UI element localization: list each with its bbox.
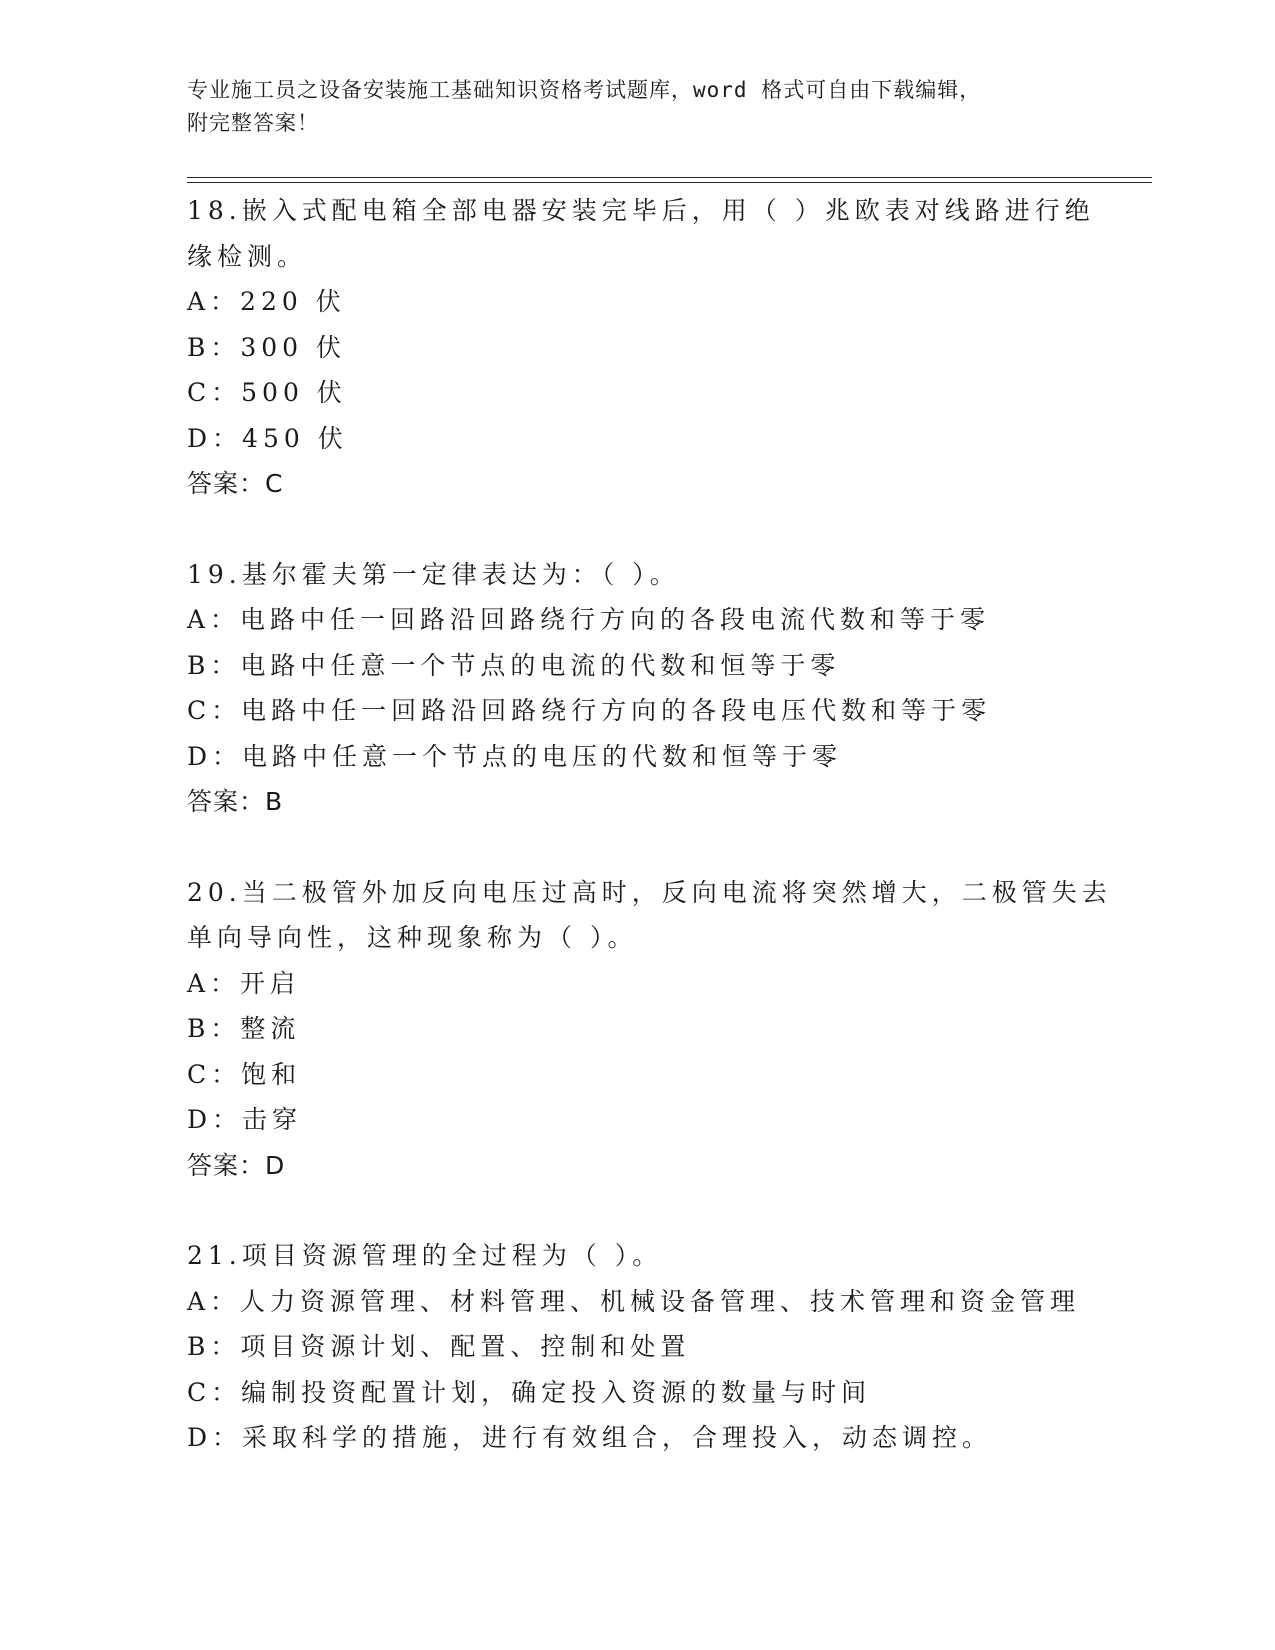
answer-option: D：击穿 xyxy=(187,1105,303,1134)
document-header xyxy=(187,74,1067,140)
header-divider-bottom xyxy=(187,182,1152,183)
question-block xyxy=(187,188,1095,507)
answer-option: C：编制投资配置计划，确定投入资源的数量与时间 xyxy=(187,1377,872,1407)
answer-option: A：开启 xyxy=(187,968,301,998)
question-stem: 单向导向性，这种现象称为（ ）。 xyxy=(187,923,638,952)
answer-option: A：人力资源管理、材料管理、机械设备管理、技术管理和资金管理 xyxy=(187,1286,1081,1316)
answer-option: D：电路中任意一个节点的电压的代数和恒等于零 xyxy=(187,741,843,771)
answer-key: 答案：D xyxy=(187,1150,286,1180)
header-line-2: 附完整答案！ xyxy=(187,111,319,135)
question-list xyxy=(187,188,1112,1506)
answer-option: B：电路中任意一个节点的电流的代数和恒等于零 xyxy=(187,650,841,680)
answer-option: D：采取科学的措施，进行有效组合，合理投入，动态调控。 xyxy=(187,1423,993,1452)
answer-key: 答案：C xyxy=(187,469,284,498)
question-block xyxy=(187,552,1087,825)
answer-option: B：整流 xyxy=(187,1014,301,1043)
question-block xyxy=(187,870,1112,1189)
question-block xyxy=(187,1233,1087,1461)
answer-option: B：300 伏 xyxy=(187,332,347,362)
question-stem: 缘检测。 xyxy=(187,241,308,271)
answer-option: C：饱和 xyxy=(187,1059,302,1089)
answer-option: D：450 伏 xyxy=(187,423,348,453)
answer-option: A：220 伏 xyxy=(187,287,346,316)
header-divider-top xyxy=(187,177,1152,178)
question-stem: 19.基尔霍夫第一定律表达为：（ ）。 xyxy=(187,559,680,589)
question-stem: 21.项目资源管理的全过程为（ ）。 xyxy=(187,1241,663,1270)
answer-option: B：项目资源计划、配置、控制和处置 xyxy=(187,1332,691,1361)
question-stem: 20.当二极管外加反向电压过高时，反向电流将突然增大，二极管失去 xyxy=(187,877,1112,907)
header-line-1: 专业施工员之设备安装施工基础知识资格考试题库，word 格式可自由下载编辑， xyxy=(187,78,982,102)
answer-option: C：电路中任一回路沿回路绕行方向的各段电压代数和等于零 xyxy=(187,696,992,725)
answer-option: C：500 伏 xyxy=(187,378,347,407)
answer-key: 答案：B xyxy=(187,787,284,816)
answer-option: A：电路中任一回路沿回路绕行方向的各段电流代数和等于零 xyxy=(187,605,991,634)
question-stem: 18.嵌入式配电箱全部电器安装完毕后，用（ ）兆欧表对线路进行绝 xyxy=(187,196,1095,225)
